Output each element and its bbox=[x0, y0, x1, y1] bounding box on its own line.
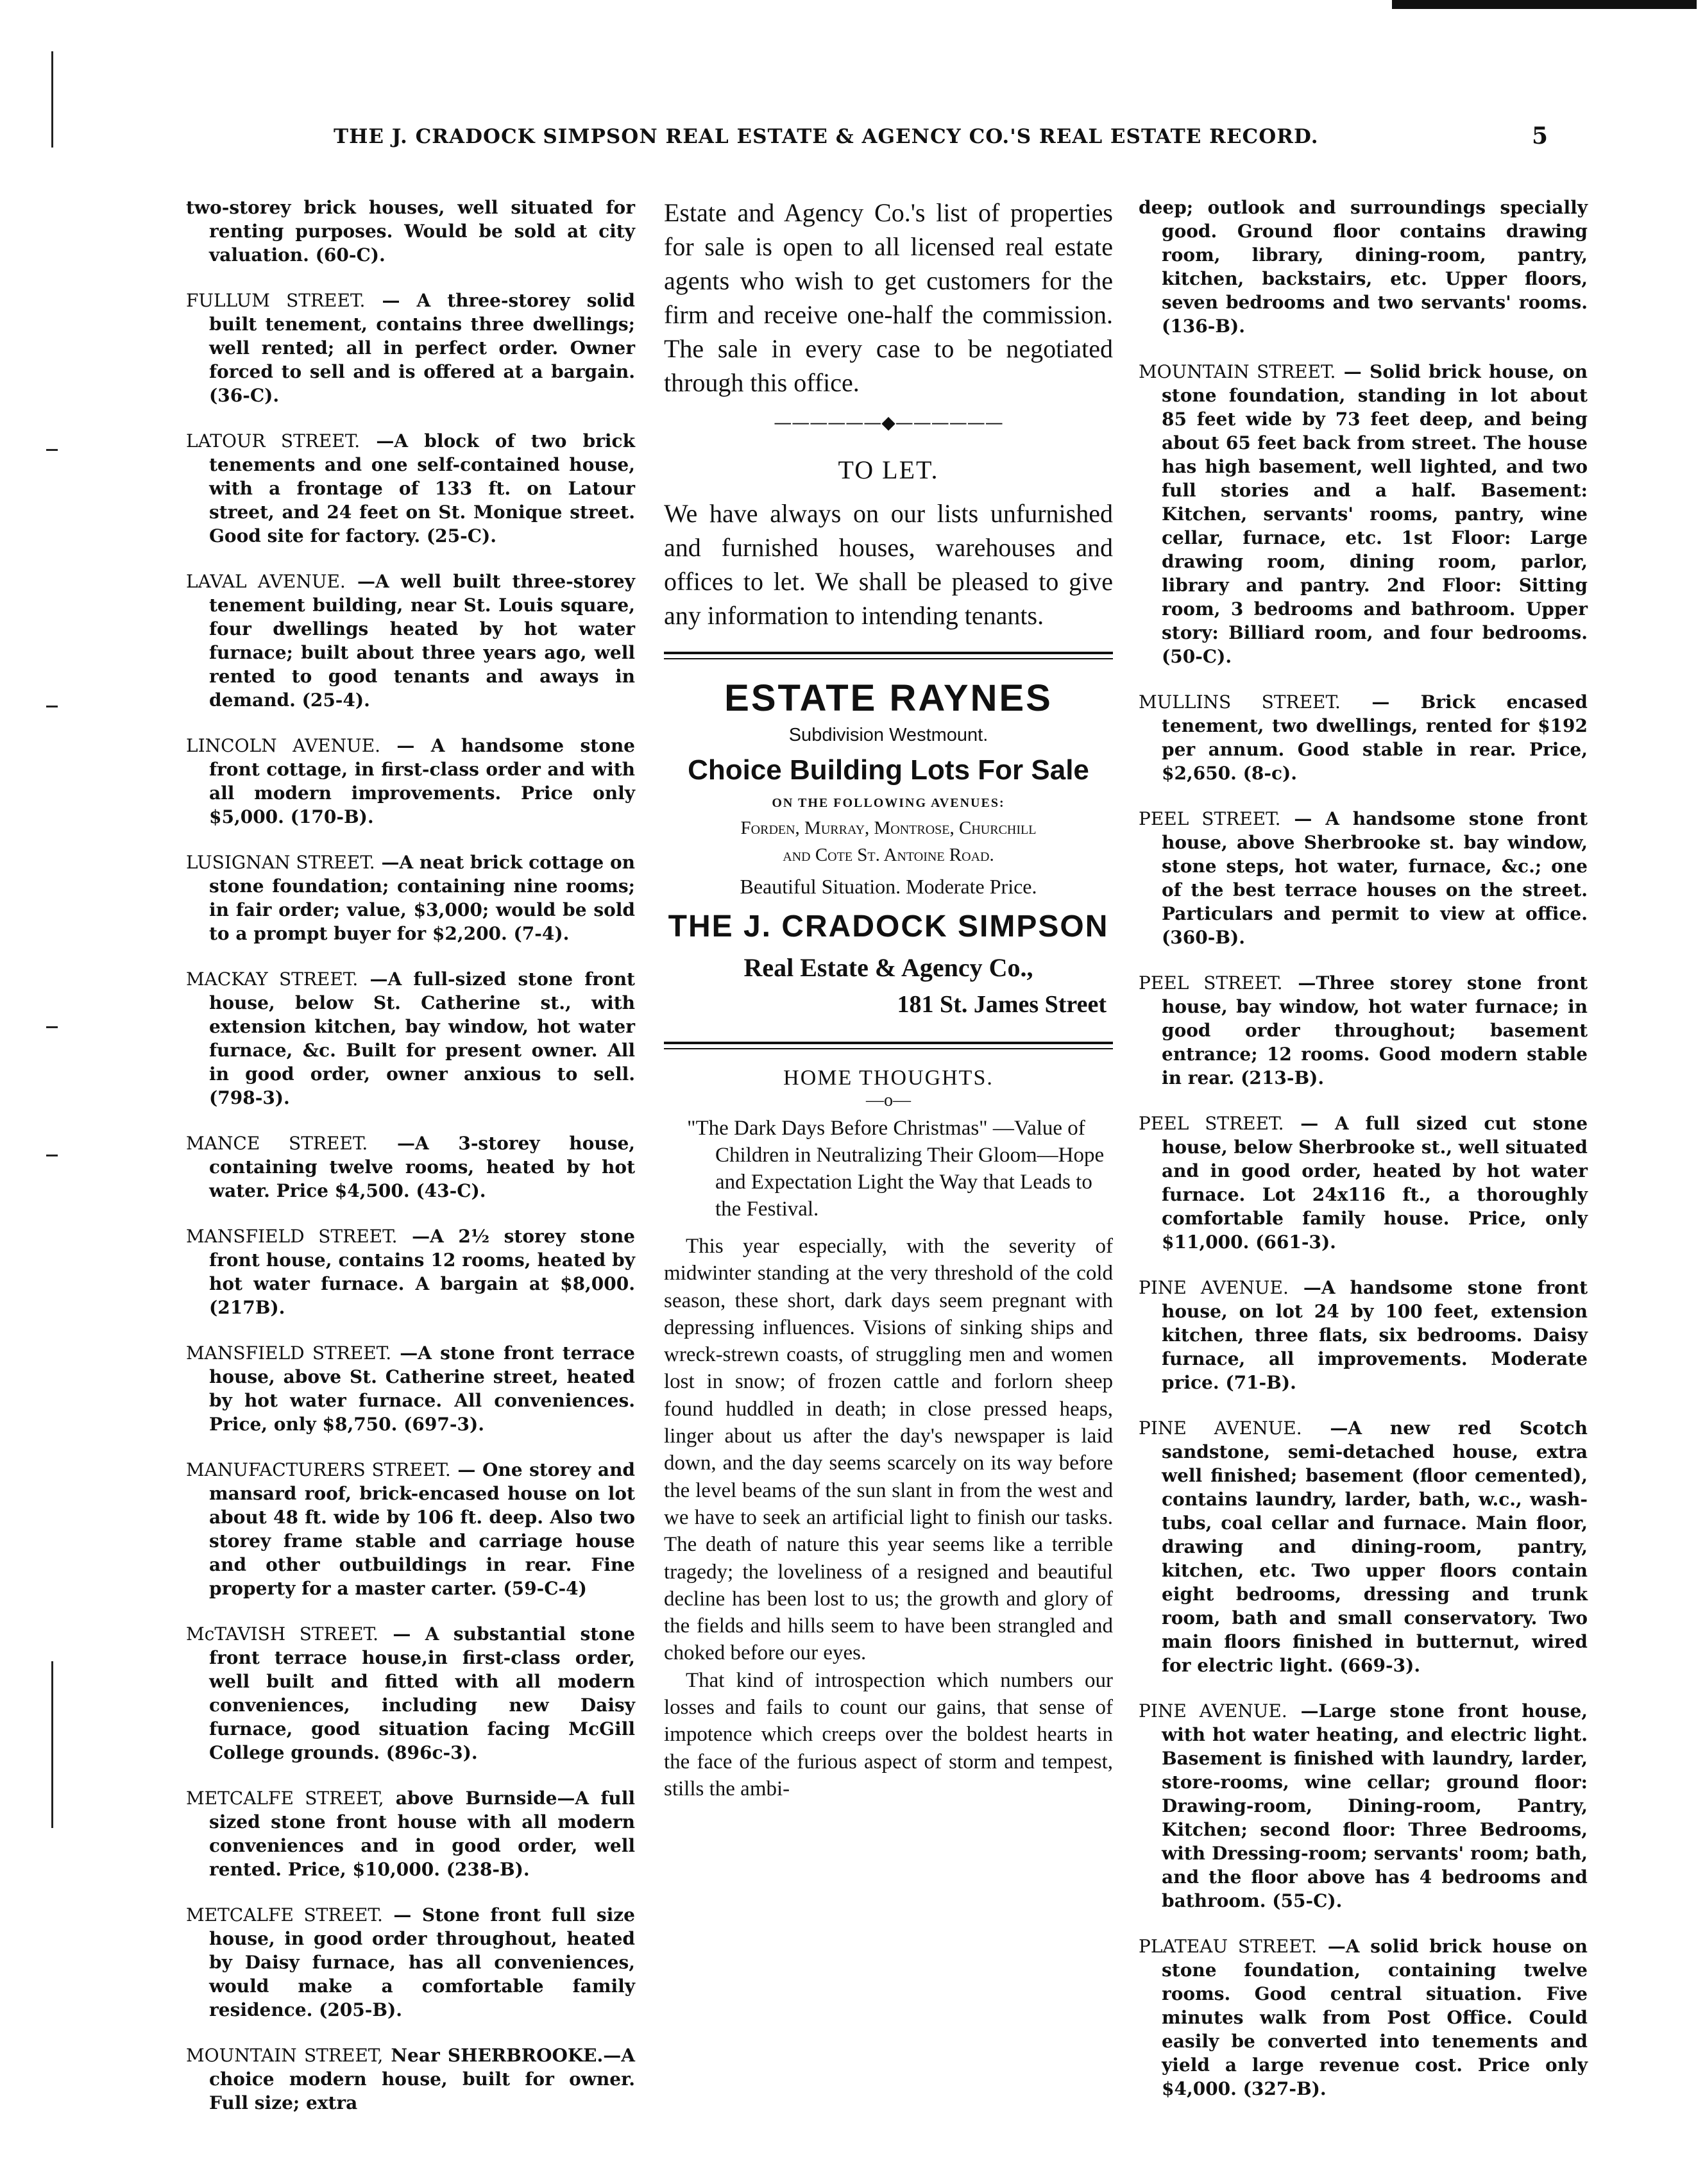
listing bbox=[1139, 1276, 1588, 1394]
listing bbox=[1139, 971, 1588, 1090]
home-thoughts-divider: —o— bbox=[866, 1090, 911, 1110]
listing-text: —A new red Scotch sandstone, semi-detached house, extra well finished; basement (floor cemented), contains laundry, larder, bath, w.c., wash-tubs, coal cellar and furnace. Main floor, drawing and dining-room, pantry, kitchen, etc. Two upper floors contain eight bedrooms, dressing and trunk room, bath and small conservatory. Two main floors finished in butternut, wired for electric light. (669-3). bbox=[1162, 1418, 1588, 1676]
listing bbox=[186, 1786, 635, 1881]
listing-street: PEEL STREET. bbox=[1139, 808, 1281, 829]
listing-text: —A handsome stone front house, on lot 24 by 100 feet, extension kitchen, three flats, six bedrooms. Daisy furnace, all improvements. Moderate price. (71-B). bbox=[1162, 1277, 1588, 1393]
listing-text: above Burnside—A full sized stone front house with all modern conveniences and in good order, well rented. Price, $10,000. (238-B). bbox=[209, 1788, 635, 1880]
page-title: THE J. CRADOCK SIMPSON REAL ESTATE & AGENCY CO.'S REAL ESTATE RECORD. bbox=[334, 125, 1319, 148]
listing-text: —A 3-storey house, containing twelve rooms, heated by hot water. Price $4,500. (43-C). bbox=[209, 1133, 635, 1201]
listing-text: — Solid brick house, on stone foundation, standing in lot about 85 feet wide by 73 feet deep, and being about 65 feet back from street. The house has high basement, well lighted, and two full stories and a half. Basement: Kitchen, servants' rooms, pantry, wine cellar, furnace, etc. 1st Floor: Large drawing room, dining room, parlor, library and pantry. 2nd Floor: Sitting room, 3 bedrooms and bathroom. Upper story: Billiard room, and four bedrooms. (50-C). bbox=[1162, 361, 1588, 667]
listing bbox=[186, 851, 635, 945]
intro-paragraph: Estate and Agency Co.'s list of properties for sale is open to all licensed real estate agents who wish to get customers for the firm and receive one-half the commission. The sale in every case to be negotiated through this office. bbox=[664, 198, 1113, 397]
listing-street: LAVAL AVENUE. bbox=[186, 571, 346, 592]
margin-tick bbox=[46, 706, 58, 707]
listing bbox=[186, 429, 635, 548]
listing-street: MOUNTAIN STREET, bbox=[186, 2045, 384, 2066]
listing-text: — Stone front full size house, in good order throughout, heated by Daisy furnace, has all conveniences, would make a comfortable family residence. (205-B). bbox=[209, 1904, 635, 2020]
margin-line bbox=[51, 1661, 53, 1828]
listing-text: —Large stone front house, with hot water heating, and electric light. Basement is finished with laundry, larder, store-rooms, wine cellar; ground floor: Drawing-room, Dining-room, Pantry, Kitchen; second floor: Three Bedrooms, with Dressing-room; servants' room; bath, and the floor above has 4 bedrooms and bathroom. (55-C). bbox=[1162, 1700, 1588, 1911]
listing-street: MOUNTAIN STREET. bbox=[1139, 361, 1336, 382]
listing bbox=[1139, 1699, 1588, 1913]
page-number: 5 bbox=[1532, 123, 1549, 149]
listing bbox=[186, 967, 635, 1110]
listing-street: METCALFE STREET. bbox=[186, 1904, 383, 1926]
margin-tick bbox=[46, 449, 58, 451]
listing bbox=[1139, 807, 1588, 949]
listing-text: — A three-storey solid built tenement, contains three dwellings; well rented; all in perfect order. Owner forced to sell and is offered at a bargain. (36-C). bbox=[209, 290, 636, 406]
listing-street: PINE AVENUE. bbox=[1139, 1277, 1289, 1298]
listing-street: LINCOLN AVENUE. bbox=[186, 735, 381, 756]
listing bbox=[1139, 1934, 1588, 2101]
article-paragraph: That kind of introspection which numbers our losses and fails to count our gains, that sense of impotence which creeps over the boldest hearts in the face of the furious aspect of storm and tempest, stills the ambi- bbox=[664, 1668, 1113, 1800]
margin-tick bbox=[46, 1026, 58, 1028]
listing-street: McTAVISH STREET. bbox=[186, 1623, 379, 1645]
listing-street: FULLUM STREET. bbox=[186, 290, 366, 311]
listing-text: two-storey brick houses, well situated for renting purposes. Would be sold at city valuation. (60-C). bbox=[186, 197, 635, 266]
listing bbox=[186, 1622, 635, 1765]
left-column bbox=[186, 196, 635, 2137]
listing-street: PEEL STREET. bbox=[1139, 1113, 1284, 1134]
listing bbox=[1139, 690, 1588, 785]
listing-text: — Brick encased tenement, two dwellings, rented for $192 per annum. Good stable in rear. Price, $2,650. (8-c). bbox=[1162, 691, 1588, 784]
binding-margin bbox=[45, 38, 71, 2155]
listing-text: — One storey and mansard roof, brick-encased house on lot about 48 ft. wide by 106 ft. deep. Also two storey frame stable and carriage house and other outbuildings in rear. Fine property for a master carter. (59-C-4) bbox=[209, 1459, 636, 1599]
listing-street: MACKAY STREET. bbox=[186, 969, 359, 990]
listing-street: LUSIGNAN STREET. bbox=[186, 852, 375, 873]
listing-text: —A 2½ storey stone front house, contains 12 rooms, heated by hot water furnace. A bargain at $8,000. (217B). bbox=[209, 1226, 635, 1318]
listing-text: —Three storey stone front house, bay window, hot water furnace; in good order throughout; basement entrance; 12 rooms. Good modern stable in rear. (213-B). bbox=[1162, 972, 1588, 1088]
listing-text: — A handsome stone front house, above Sherbrooke st. bay window, stone steps, hot water, furnace, &c.; one of the best terrace houses on the street. Particulars and permit to view at office. (360-B). bbox=[1162, 808, 1588, 948]
double-rule bbox=[664, 652, 1113, 659]
listing-street: MULLINS STREET. bbox=[1139, 691, 1341, 713]
listing bbox=[186, 1458, 635, 1600]
listing-street: MANSFIELD STREET. bbox=[186, 1342, 392, 1364]
listing-text: deep; outlook and surroundings specially good. Ground floor contains drawing room, library, dining-room, pantry, kitchen, backstairs, etc. Upper floors, seven bedrooms and two servants' rooms. (136-B). bbox=[1139, 197, 1588, 337]
listing-text: —A full-sized stone front house, below St. Catherine st., with extension kitchen, bay window, hot water furnace, &c. Built for present owner. All in good order, owner anxious to sell. (798-3). bbox=[209, 969, 635, 1108]
listing bbox=[1139, 196, 1588, 338]
listing-text: —A solid brick house on stone foundation, containing twelve rooms. Good central situation. Five minutes walk from Post Office. Could easily be converted into tenements and yield a large revenue cost. Price only $4,000. (327-B). bbox=[1162, 1936, 1588, 2099]
top-rule bbox=[1392, 0, 1697, 9]
ad-company-type: Real Estate & Agency Co., bbox=[743, 953, 1033, 982]
listing bbox=[186, 734, 635, 829]
margin-tick bbox=[46, 1155, 58, 1156]
ad-headline: Choice Building Lots For Sale bbox=[688, 754, 1089, 786]
listing-street: PEEL STREET. bbox=[1139, 972, 1283, 994]
listing-text: Near SHERBROOKE.—A choice modern house, built for owner. Full size; extra bbox=[209, 2045, 635, 2113]
listing-text: —A stone front terrace house, above St. Catherine street, heated by hot water furnace. All conveniences. Price, only $8,750. (697-3). bbox=[209, 1342, 635, 1435]
listing bbox=[186, 1224, 635, 1319]
listing-street: METCALFE STREET, bbox=[186, 1788, 384, 1809]
right-column bbox=[1139, 196, 1588, 2122]
ad-streets-line-1: Forden, Murray, Montrose, Churchill bbox=[740, 818, 1037, 838]
middle-column bbox=[664, 196, 1113, 1802]
listing-street: PINE AVENUE. bbox=[1139, 1418, 1302, 1439]
ad-subtitle: Subdivision Westmount. bbox=[788, 725, 988, 745]
ad-title: ESTATE RAYNES bbox=[724, 677, 1053, 719]
ad-streets-line-2: and Cote St. Antoine Road. bbox=[783, 845, 994, 865]
listing-street: PINE AVENUE. bbox=[1139, 1700, 1287, 1722]
listing-text: —A well built three-storey tenement building, near St. Louis square, four dwellings heated by hot water furnace; built about three years ago, well rented to good tenants and aways in demand. (25-4). bbox=[209, 571, 636, 711]
listing-street: LATOUR STREET. bbox=[186, 430, 361, 452]
listing-street: MANCE STREET. bbox=[186, 1133, 368, 1154]
listing-text: — A full sized cut stone house, below Sherbrooke st., well situated and in good order, heated by hot water furnace. Lot 24x116 ft., a thoroughly comfortable family house. Price, only $11,000. (661-3). bbox=[1162, 1113, 1588, 1253]
listing bbox=[1139, 360, 1588, 668]
listing-street: PLATEAU STREET. bbox=[1139, 1936, 1318, 1957]
listing-street: MANSFIELD STREET. bbox=[186, 1226, 398, 1247]
margin-line bbox=[51, 51, 53, 148]
home-thoughts-subhead: "The Dark Days Before Christmas" —Value of Children in Neutralizing Their Gloom—Hope and Expectation Light the Way that Leads to the Festival. bbox=[687, 1117, 1105, 1221]
ad-situation: Beautiful Situation. Moderate Price. bbox=[740, 875, 1037, 898]
listing bbox=[186, 1341, 635, 1436]
listing-street: MANUFACTURERS STREET. bbox=[186, 1459, 451, 1480]
listing bbox=[186, 289, 635, 407]
double-rule bbox=[664, 1042, 1113, 1049]
listing-text: — A substantial stone front terrace house,in first-class order, well built and fitted with all modern conveniences, including new Daisy furnace, good situation facing McGill College grounds. (896c-3). bbox=[209, 1623, 636, 1763]
estate-raynes-advertisement bbox=[664, 676, 1113, 1022]
to-let-paragraph: We have always on our lists unfurnished and furnished houses, warehouses and offices to let. We shall be pleased to give any information to intending tenants. bbox=[664, 499, 1113, 630]
listing bbox=[186, 1903, 635, 2022]
ad-address: 181 St. James Street bbox=[897, 991, 1107, 1018]
ornament-divider: ——————◆—————— bbox=[774, 412, 1003, 433]
listing bbox=[186, 2044, 635, 2115]
listing bbox=[1139, 1416, 1588, 1677]
to-let-title: TO LET. bbox=[838, 455, 939, 484]
listing bbox=[186, 196, 635, 267]
ad-company-name: THE J. CRADOCK SIMPSON bbox=[668, 910, 1109, 944]
listing-text: —A neat brick cottage on stone foundation; containing nine rooms; in fair order; value, $3,000; would be sold to a prompt buyer for $2,200. (7-4). bbox=[209, 852, 636, 944]
listing-text: —A block of two brick tenements and one self-contained house, with a frontage of 133 ft. on Latour street, and 24 feet on St. Monique street. Good site for factory. (25-C). bbox=[209, 430, 636, 546]
ad-small-caption: ON THE FOLLOWING AVENUES: bbox=[772, 796, 1005, 810]
article-paragraph: This year especially, with the severity of midwinter standing at the very threshold of the cold season, these short, dark days seem pregnant with depressing influences. Visions of sinking ships and wreck-strewn coasts, of struggling men and women lost in snow; of frozen cattle and forlorn sheep found huddled in death; in close pressed heaps, linger about us after the day's newspaper is laid down, and the day seems scarcely on its way before the level beams of the sun slant in from the west and we have to seek an artificial light to finish our tasks. The death of nature this year seems like a terrible tragedy; the loveliness of a resigned and beautiful decline has been lost to us; the growth and glory of the fields and hills seem to have been strangled and choked before our eyes. bbox=[664, 1235, 1113, 1665]
home-thoughts-title: HOME THOUGHTS. bbox=[783, 1066, 994, 1090]
listing bbox=[1139, 1112, 1588, 1254]
listing bbox=[186, 570, 635, 712]
listing bbox=[186, 1131, 635, 1203]
listing-text: — A handsome stone front cottage, in first-class order and with all modern improvements. Price only $5,000. (170-B). bbox=[209, 735, 635, 827]
